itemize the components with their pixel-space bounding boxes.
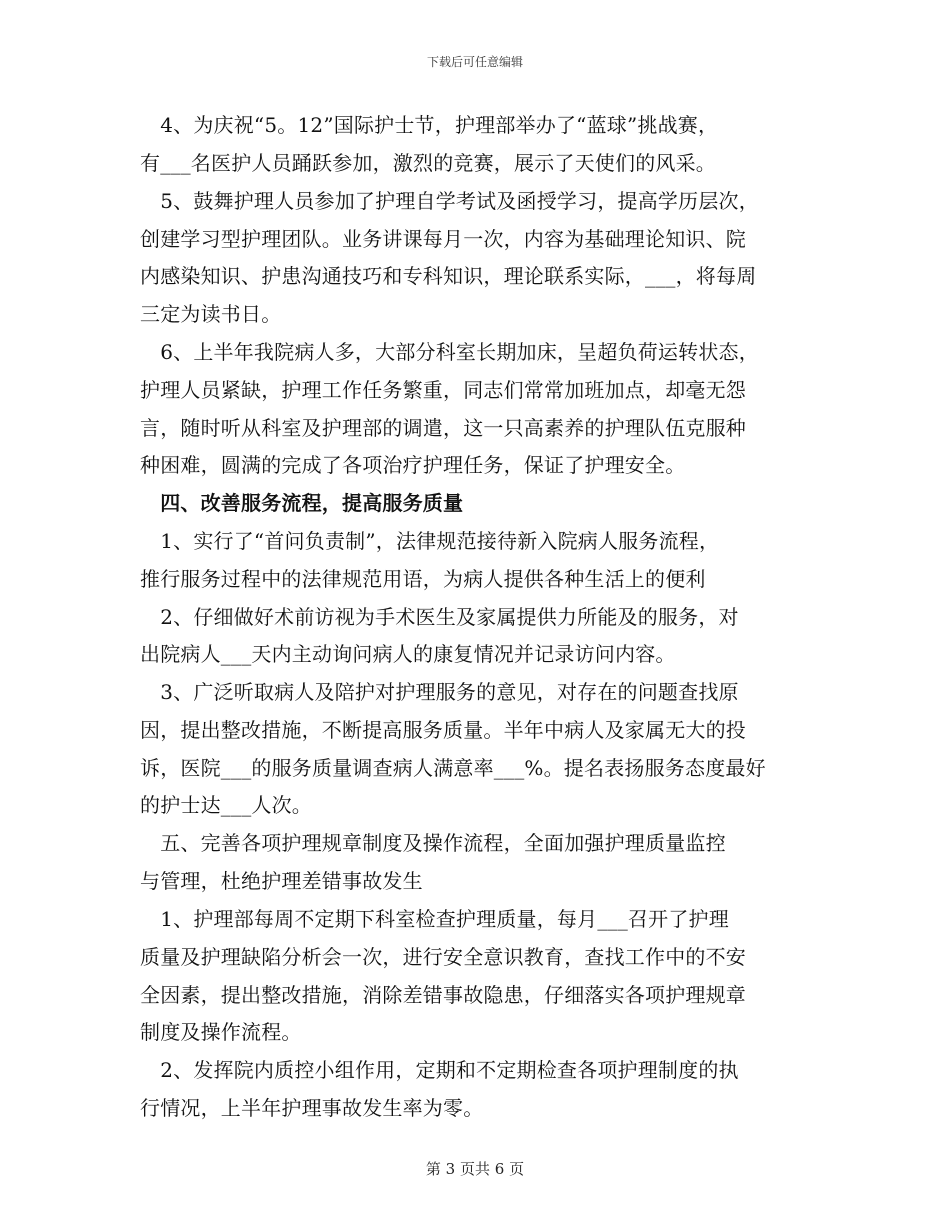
text-line: 护理人员紧缺，护理工作任务繁重，同志们常常加班加点，却毫无怨: [140, 378, 746, 402]
text-line: 五、完善各项护理规章制度及操作流程，全面加强护理质量监控: [140, 831, 726, 855]
text-line: 与管理，杜绝护理差错事故发生: [140, 869, 423, 893]
text-line: 质量及护理缺陷分析会一次，进行安全意识教育，查找工作中的不安: [140, 945, 746, 969]
text-line: 5、鼓舞护理人员参加了护理自学考试及函授学习，提高学历层次，: [140, 189, 759, 213]
text-line: 言，随时听从科室及护理部的调遣，这一只高素养的护理队伍克服种: [140, 416, 746, 440]
text-line: 推行服务过程中的法律规范用语，为病人提供各种生活上的便利: [140, 567, 706, 591]
text-line: 3、广泛听取病人及陪护对护理服务的意见，对存在的问题查找原: [140, 680, 739, 704]
text-line: 有___名医护人员踊跃参加，激烈的竞赛，展示了天使们的风采。: [140, 151, 716, 175]
text-line: 1、护理部每周不定期下科室检查护理质量，每月___召开了护理: [140, 907, 729, 931]
text-line: 的护士达___人次。: [140, 793, 312, 817]
text-line: 4、为庆祝“5。12”国际护士节，护理部举办了“蓝球”挑战赛，: [140, 113, 719, 137]
text-line: 种困难，圆满的完成了各项治疗护理任务，保证了护理安全。: [140, 453, 686, 477]
text-line: 制度及操作流程。: [140, 1020, 302, 1044]
text-line: 因，提出整改措施，不断提高服务质量。半年中病人及家属无大的投: [140, 718, 746, 742]
section-heading: 四、改善服务流程，提高服务质量: [140, 491, 464, 515]
page-footer: 第 3 页共 6 页: [425, 1160, 525, 1178]
text-line: 出院病人___天内主动询问病人的康复情况并记录访问内容。: [140, 642, 676, 666]
text-line: 创建学习型护理团队。业务讲课每月一次，内容为基础理论知识、院: [140, 227, 746, 251]
text-line: 诉，医院___的服务质量调查病人满意率___%。提名表扬服务态度最好: [140, 756, 766, 780]
text-line: 全因素，提出整改措施，消除差错事故隐患，仔细落实各项护理规章: [140, 983, 746, 1007]
text-line: 2、发挥院内质控小组作用，定期和不定期检查各项护理制度的执: [140, 1058, 739, 1082]
text-line: 三定为读书日。: [140, 302, 282, 326]
page-header: 下载后可任意编辑: [426, 55, 523, 69]
text-line: 行情况，上半年护理事故发生率为零。: [140, 1096, 484, 1120]
text-line: 2、仔细做好术前访视为手术医生及家属提供力所能及的服务，对: [140, 605, 739, 629]
text-line: 1、实行了“首问负责制”，法律规范接待新入院病人服务流程，: [140, 529, 720, 553]
text-line: 内感染知识、护患沟通技巧和专科知识，理论联系实际，___，将每周: [140, 264, 757, 288]
text-line: 6、上半年我院病人多，大部分科室长期加床，呈超负荷运转状态，: [140, 340, 759, 364]
